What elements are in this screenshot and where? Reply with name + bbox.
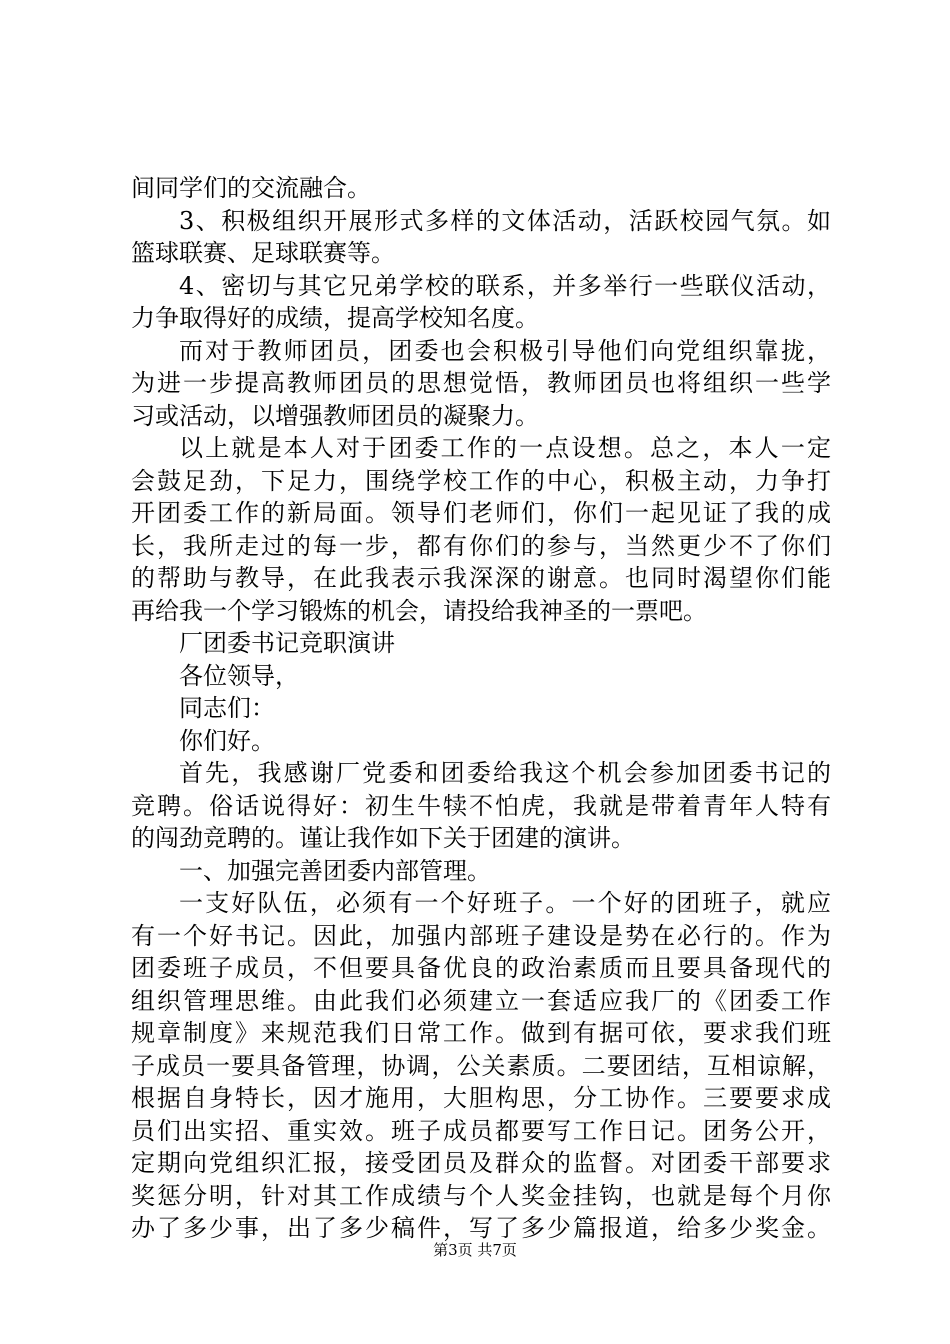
paragraph — [131, 335, 831, 433]
text-line: 厂团委书记竞职演讲 — [179, 629, 395, 657]
text-line: 定期向党组织汇报，接受团员及群众的监督。对团委干部要求 — [131, 1149, 831, 1177]
paragraph — [131, 887, 831, 1245]
paragraph — [131, 725, 831, 758]
text-line: 团委班子成员，不但要具备优良的政治素质而且要具备现代的 — [131, 954, 831, 982]
text-line: 根据自身特长，因才施用，大胆构思，分工协作。三要要求成 — [131, 1084, 831, 1112]
text-line: 竞聘。俗话说得好：初生牛犊不怕虎，我就是带着青年人特有 — [131, 791, 831, 820]
text-line: 间同学们的交流融合。 — [131, 174, 371, 202]
text-line: 的闯劲竞聘的。谨让我作如下关于团建的演讲。 — [131, 824, 635, 852]
page-number: 第3页 共7页 — [433, 1241, 517, 1259]
text-line: 而对于教师团员，团委也会积极引导他们向党组织靠拢， — [179, 336, 831, 365]
paragraph — [131, 692, 831, 725]
paragraph — [131, 757, 831, 855]
text-line: 各位领导， — [179, 661, 299, 690]
paragraph — [131, 660, 831, 693]
text-line: 4、密切与其它兄弟学校的联系，并多举行一些联仪活动， — [179, 271, 831, 300]
text-line: 子成员一要具备管理，协调，公关素质。二要团结，互相谅解， — [131, 1051, 831, 1080]
text-line: 的帮助与教导，在此我表示我深深的谢意。也同时渴望你们能 — [131, 564, 831, 592]
paragraph — [131, 270, 831, 335]
text-line: 习或活动，以增强教师团员的凝聚力。 — [131, 401, 539, 430]
text-line: 再给我一个学习锻炼的机会，请投给我神圣的一票吧。 — [131, 596, 707, 625]
paragraph — [131, 205, 831, 270]
text-line: 组织管理思维。由此我们必须建立一套适应我厂的《团委工作 — [131, 986, 831, 1015]
document-body — [131, 172, 831, 1245]
text-line: 一、加强完善团委内部管理。 — [179, 856, 491, 885]
text-line: 员们出实招、重实效。班子成员都要写工作日记。团务公开， — [131, 1116, 831, 1145]
text-line: 力争取得好的成绩，提高学校知名度。 — [131, 304, 539, 332]
page-footer — [0, 1240, 950, 1260]
text-line: 长，我所走过的每一步，都有你们的参与，当然更少不了你们 — [131, 531, 831, 560]
text-line: 3、积极组织开展形式多样的文体活动，活跃校园气氛。如 — [179, 206, 831, 235]
text-line: 一支好队伍，必须有一个好班子。一个好的团班子，就应 — [179, 889, 831, 917]
text-line: 篮球联赛、足球联赛等。 — [131, 239, 395, 267]
paragraph — [131, 172, 831, 205]
text-line: 办了多少事，出了多少稿件，写了多少篇报道，给多少奖金。 — [131, 1214, 831, 1242]
text-line: 奖惩分明，针对其工作成绩与个人奖金挂钩，也就是每个月你 — [131, 1181, 831, 1210]
text-line: 会鼓足劲，下足力，围绕学校工作的中心，积极主动，力争打 — [131, 466, 831, 495]
text-line: 开团委工作的新局面。领导们老师们，你们一起见证了我的成 — [131, 499, 831, 527]
text-line: 为进一步提高教师团员的思想觉悟，教师团员也将组织一些学 — [131, 369, 831, 397]
text-line: 首先，我感谢厂党委和团委给我这个机会参加团委书记的 — [179, 759, 831, 787]
paragraph — [131, 627, 831, 660]
paragraph — [131, 855, 831, 888]
text-line: 规章制度》来规范我们日常工作。做到有据可依，要求我们班 — [131, 1019, 831, 1047]
text-line: 你们好。 — [179, 726, 275, 755]
text-line: 同志们： — [179, 694, 275, 722]
text-line: 有一个好书记。因此，加强内部班子建设是势在必行的。作为 — [131, 921, 831, 950]
paragraph — [131, 432, 831, 627]
text-line: 以上就是本人对于团委工作的一点设想。总之，本人一定 — [179, 434, 831, 462]
